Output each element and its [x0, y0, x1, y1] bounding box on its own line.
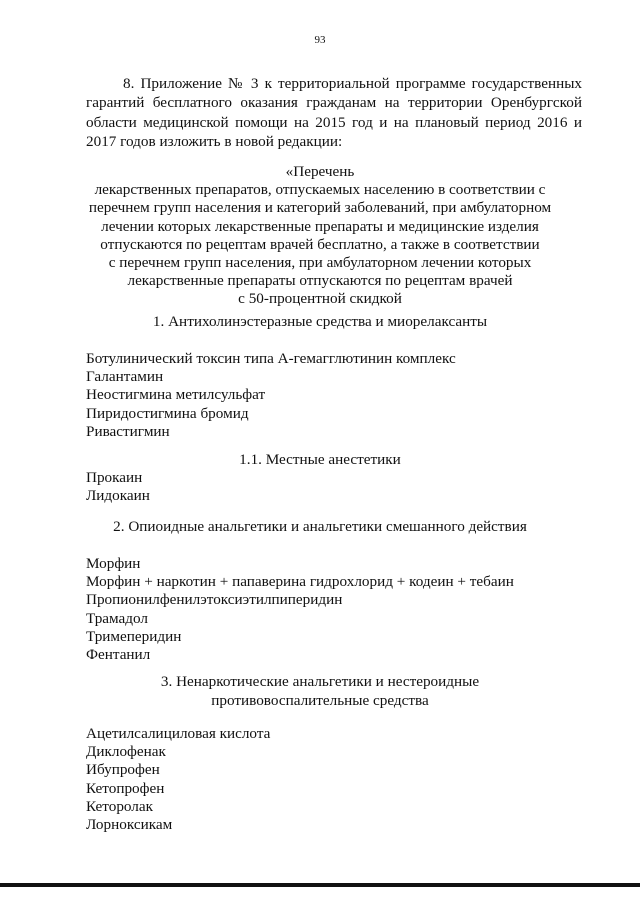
drug-item: Морфин + наркотин + папаверина гидрохлорид + кодеин + тебаин — [86, 573, 514, 591]
drug-item: Неостигмина метилсульфат — [86, 386, 266, 404]
drug-list-2 — [86, 555, 546, 664]
drug-item: Пиридостигмина бромид — [86, 404, 249, 422]
section-heading-line: 1.1. Местные анестетики — [239, 451, 401, 468]
drug-list-1 — [86, 350, 546, 441]
bottom-rule — [0, 883, 640, 887]
section-heading-1-1 — [80, 451, 560, 470]
list-title-line: с 50-процентной скидкой — [238, 290, 402, 308]
section-heading-line: 2. Опиоидные анальгетики и анальгетики смешанного действия — [113, 518, 527, 535]
drug-item: Фентанил — [86, 646, 151, 664]
list-title-line: лекарственные препараты отпускаются по рецептам врачей — [127, 272, 513, 290]
drug-item: Тримеперидин — [86, 627, 182, 645]
list-title-line: лекарственных препаратов, отпускаемых населению в соответствии с — [94, 181, 546, 199]
list-title-line: отпускаются по рецептам врачей бесплатно, а также в соответствии — [100, 235, 540, 253]
drug-list-1-1 — [86, 469, 546, 505]
drug-item: Кетопрофен — [86, 779, 165, 797]
drug-item: Ибупрофен — [86, 761, 160, 779]
drug-item: Прокаин — [86, 469, 143, 486]
drug-item: Галантамин — [86, 368, 164, 386]
list-title-line: с перечнем групп населения, при амбулаторном лечении которых — [108, 254, 532, 272]
drug-item: Диклофенак — [86, 743, 166, 761]
section-heading-3 — [80, 673, 560, 710]
list-title-line: перечнем групп населения и категорий заболеваний, при амбулаторном — [88, 199, 552, 217]
section-heading-2 — [80, 518, 560, 537]
drug-item: Лидокаин — [86, 487, 150, 505]
drug-item: Лорноксикам — [86, 816, 173, 834]
drug-item: Морфин — [86, 555, 141, 572]
section-heading-1 — [80, 313, 560, 332]
section-heading-line: 3. Ненаркотические анальгетики и нестероидные — [160, 673, 480, 690]
intro-paragraph: 8. Приложение № 3 к территориальной программе государственных гарантий бесплатного оказания гражданам на территории Оренбургской области медицинской помощи на 2015 год и на плановый период 2016 и 2017 годов изложить в новой редакции: — [86, 75, 582, 150]
drug-item: Ривастигмин — [86, 422, 170, 440]
drug-item: Пропионилфенилэтоксиэтилпиперидин — [86, 591, 343, 609]
section-heading-line: 1. Антихолинэстеразные средства и миорелаксанты — [152, 313, 488, 330]
drug-item: Ацетилсалициловая кислота — [86, 725, 271, 742]
section-heading-line: противовоспалительные средства — [211, 691, 429, 709]
list-title-line: «Перечень — [285, 163, 355, 180]
drug-list-3 — [86, 725, 546, 834]
drug-item: Кеторолак — [86, 797, 154, 815]
drug-item: Ботулинический токсин типа А-гемагглютинин комплекс — [86, 350, 456, 367]
list-title — [80, 163, 560, 309]
drug-item: Трамадол — [86, 609, 148, 627]
list-title-line: лечении которых лекарственные препараты и медицинские изделия — [101, 217, 539, 235]
page-number: 93 — [314, 34, 326, 46]
